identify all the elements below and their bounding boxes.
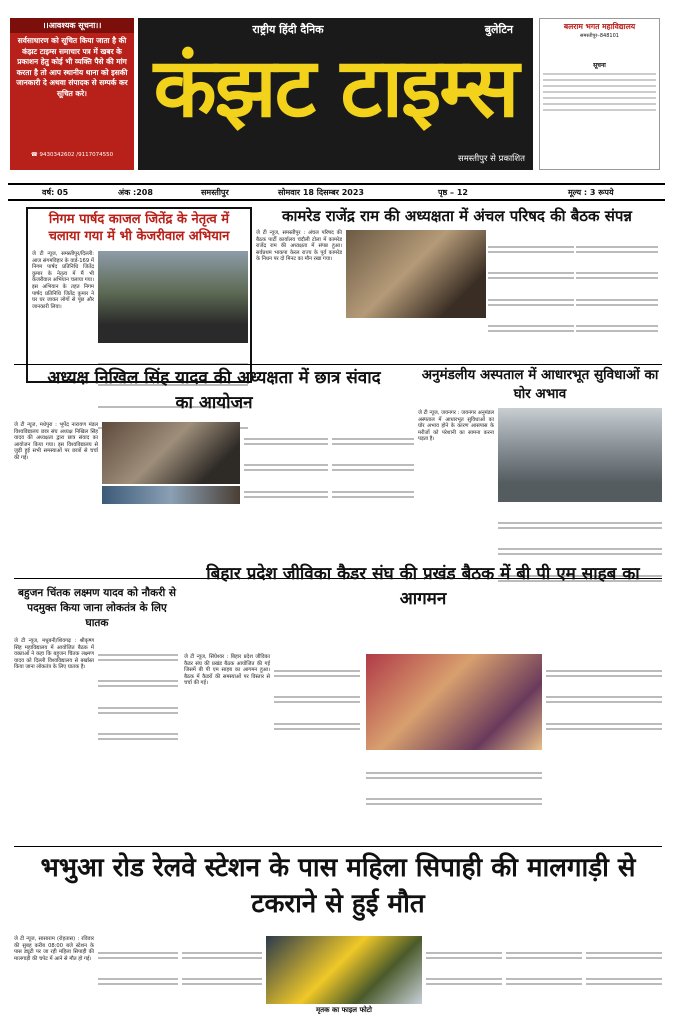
article-laxman-col2 [98, 638, 178, 838]
article-council-body: जे टी न्यूज, समस्तीपुर : अंचल परिषद की बैठक पार्टी कार्यालय चंदौली टोला में कामरेड राजेंद्र राम की अध्यक्षता में संपन्न हुआ। सर्वप्रथम भाकपा केरल राज्य के पूर्व कामरेड के निधन पर दो मिनट का मौन रखा गया। [256, 230, 344, 263]
article-council-headline: कामरेड राजेंद्र राम की अध्यक्षता में अंचल परिषद की बैठक संपन्न [282, 207, 632, 225]
article-jeevika-col3 [366, 756, 542, 840]
article-student-col2 [244, 422, 328, 574]
college-ad-label: सूचना [593, 62, 606, 69]
article-railway-col5 [506, 936, 582, 1018]
article-laxman-body: जे टी न्यूज, मधुबनी/शिवगढ़ : श्रीकृष्ण सिंह महाविद्यालय में आयोजित बैठक में वक्ताओं ने कहा कि बहुजन चिंतक लक्ष्मण यादव को दिल्ली विश्वविद्यालय से बर्खास्त किया जाना लोकतंत्र के लिए घातक है। [14, 638, 96, 671]
article-kejriwal-body: जे टी न्यूज, समस्तीपुर/दिल्ली: आज संगमविहार के वार्ड-169 में निगम पार्षद प्रतिनिधि जितेंद्र कुमार के नेतृत्व में मैं भी केजरीवाल अभियान चलाया गया। इस अभियान के तहत निगम पार्षद प्रतिनिधि जितेंद्र कुमार ने घर घर जाकर लोगों से पूछ और जानकारी लिया। [32, 251, 96, 310]
divider-row1 [14, 364, 662, 365]
masthead [8, 16, 665, 178]
college-ad-title: बलराम भगत महाविद्यालय [563, 22, 636, 31]
notice-phone [15, 152, 129, 158]
college-ad-subtitle: समस्तीपुर–848101 [580, 33, 619, 39]
article-council-col2 [488, 230, 574, 362]
dateline-city: समस्तीपुर [201, 188, 229, 197]
article-council-col3 [576, 230, 658, 362]
article-laxman-headline: बहुजन चिंतक लक्ष्मण यादव को नौकरी से पदमुक्त किया जाना लोकतंत्र के लिए घातक [18, 587, 176, 629]
dateline-year: वर्ष: 05 [42, 188, 69, 197]
notice-title: ।।आवश्यक सूचना।। [10, 18, 134, 33]
article-railway-col6 [586, 936, 662, 1018]
article-railway-col3 [182, 936, 262, 1018]
article-student-photo-1 [102, 422, 240, 484]
article-kejriwal-campaign [26, 207, 252, 383]
article-railway-body: जे टी न्यूज, सासाराम (रोहतास) : रविवार की सुबह करीब 08:00 बजे स्टेशन के पास ड्यूटी पर जा रही महिला सिपाही की मालगाड़ी की चपेट में आने से मौत हो गई। [14, 936, 96, 962]
article-railway-caption: मृतक का फाइल फोटो [316, 1006, 372, 1014]
newspaper-title: कंझट टाइम्स [153, 41, 518, 136]
article-student-photo-2 [102, 486, 240, 504]
dateline-date: सोमवार 18 दिसम्बर 2023 [278, 188, 364, 197]
article-hospital [418, 366, 662, 576]
article-railway-headline: भभुआ रोड रेलवे स्टेशन के पास महिला सिपाही की मालगाड़ी से टकराने से हुई मौत [40, 853, 636, 919]
college-ad [539, 18, 660, 170]
article-kejriwal-photo [98, 251, 248, 343]
dateline-pages: पृष्ठ – 12 [438, 188, 468, 197]
title-block [138, 18, 533, 170]
notice-box [10, 18, 134, 170]
notice-text: सर्वसाधारण को सूचित किया जाता है की कंझट टाइम्स समाचार पत्र में खबर के प्रकाशन हेतु कोई भी व्यक्ति पैसे की मांग करता है तो आप स्थानीय थाना को इसकी जानकारी दे अथवा संपादक से सम्पर्क कर सूचित करे। [16, 36, 128, 98]
bulletin-label: बुलेटिन [484, 23, 513, 36]
article-kejriwal-headline: निगम पार्षद काजल जितेंद्र के नेतृत्व में चलाया गया में भी केजरीवाल अभियान [48, 212, 230, 244]
dateline-price: मूल्य : 3 रूपये [568, 188, 614, 197]
article-hospital-headline: अनुमंडलीय अस्पताल में आधारभूत सुविधाओं का घोर अभाव [421, 367, 659, 402]
article-student-body: जे टी न्यूज, मधेपुरा : भूपेंद्र नारायण मंडल विश्वविद्यालय छात्र संघ अध्यक्ष निखिल सिंह यादव की अध्यक्षता द्वारा छात्र संवाद का आयोजन किया गया। इस विश्वविद्यालय से जुड़ी हुई सभी समस्याओं पर छात्रों से चर्चा की गई। [14, 422, 100, 461]
article-hospital-photo [498, 408, 662, 502]
dateline-bar [8, 183, 665, 201]
article-railway-photo [266, 936, 422, 1004]
tagline: राष्ट्रीय हिंदी दैनिक [252, 23, 324, 36]
article-railway-col2 [98, 936, 178, 1018]
article-jeevika-col2 [274, 654, 360, 840]
article-jeevika-body: जे टी न्यूज, सिंघेश्वर : बिहार प्रदेश जीविका कैडर संघ की प्रखंड बैठक आयोजित की गई जिसमें बी पी एम साहब का आगमन हुआ। बैठक में कैडरों की समस्याओं पर विस्तार से चर्चा की गई। [184, 654, 272, 687]
article-railway-accident [14, 850, 662, 1020]
dateline-issue: अंक :208 [118, 188, 153, 197]
article-jeevika [184, 562, 662, 842]
article-jeevika-col4 [546, 654, 662, 840]
article-council-photo [346, 230, 486, 318]
college-ad-lines [543, 73, 656, 111]
article-laxman-yadav [14, 586, 180, 840]
article-hospital-body: जे टी न्यूज, जयनगर : जयनगर अनुमंडल अस्पताल में आधारभूत सुविधाओं का घोर अभाव होने के कारण आसपास के मरीजों को परेशानी का सामना करना पड़ता है। [418, 410, 496, 443]
notice-phone-text: 9430342602 /9117074550 [39, 152, 114, 158]
article-student-col3 [332, 422, 414, 574]
article-jeevika-headline: बिहार प्रदेश जीविका कैडर संघ की प्रखंड बैठक में बी पी एम साहब का आगमन [206, 564, 640, 609]
article-student-headline: अध्यक्ष निखिल सिंह यादव की अध्यक्षता में छात्र संवाद का आयोजन [47, 368, 381, 413]
article-student-dialogue [14, 366, 414, 576]
article-council-meeting [256, 206, 658, 364]
phone-icon: ☎ [30, 152, 38, 158]
divider-row3 [14, 846, 662, 847]
article-jeevika-photo [366, 654, 542, 750]
article-railway-col4 [426, 936, 502, 1018]
published-from: समस्तीपुर से प्रकाशित [457, 154, 525, 164]
